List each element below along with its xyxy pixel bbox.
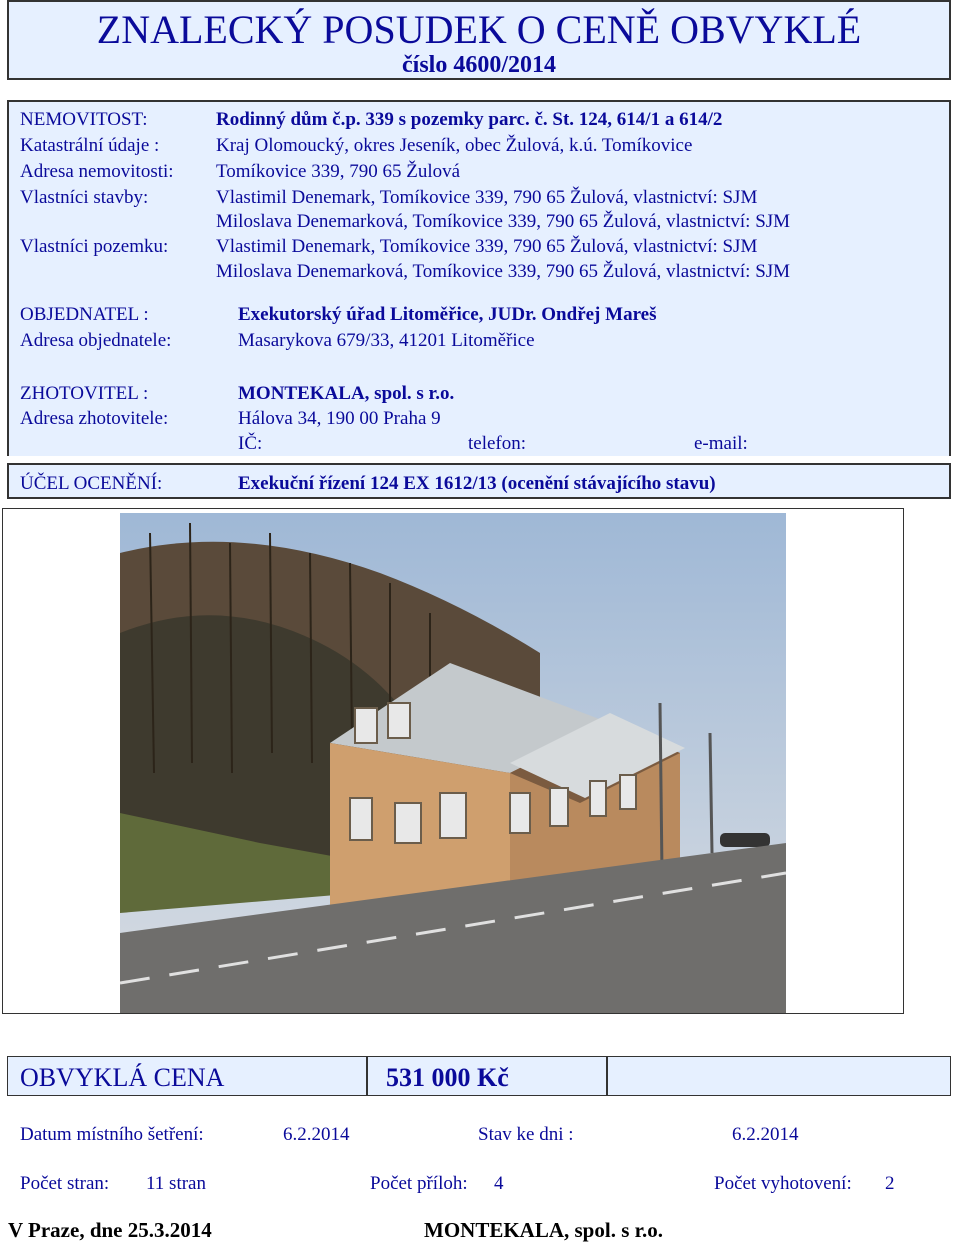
adresa-objednatele-value: Masarykova 679/33, 41201 Litoměřice <box>238 330 535 351</box>
telefon-label: telefon: <box>468 433 527 454</box>
email-label: e-mail: <box>694 433 748 454</box>
title-box <box>7 0 951 80</box>
house-photo-illustration <box>120 513 786 1013</box>
footer-company: MONTEKALA, spol. s r.o. <box>424 1218 664 1242</box>
setreni-value: 6.2.2014 <box>283 1124 350 1145</box>
vlastnik-stavby-1: Vlastimil Denemark, Tomíkovice 339, 790 65 Žulová, vlastnictví: SJM <box>216 187 758 208</box>
price-value: 531 000 Kč <box>386 1063 509 1092</box>
adresa-nemovitosti-label: Adresa nemovitosti: <box>20 161 174 182</box>
ic-label: IČ: <box>238 433 263 454</box>
katastr-value: Kraj Olomoucký, okres Jeseník, obec Žulová, k.ú. Tomíkovice <box>216 135 693 156</box>
zhotovitel-value: MONTEKALA, spol. s r.o. <box>238 383 455 404</box>
vlastnici-stavby-label: Vlastníci stavby: <box>20 187 149 208</box>
adresa-zhotovitele-value: Hálova 34, 190 00 Praha 9 <box>238 408 441 429</box>
priloh-value: 4 <box>494 1173 504 1194</box>
stav-value: 6.2.2014 <box>732 1124 799 1145</box>
document-number: číslo 4600/2014 <box>402 52 556 78</box>
vlastnik-pozemku-1: Vlastimil Denemark, Tomíkovice 339, 790 65 Žulová, vlastnictví: SJM <box>216 236 758 257</box>
house-photo <box>120 513 786 1013</box>
stran-value: 11 stran <box>146 1173 206 1194</box>
adresa-zhotovitele-label: Adresa zhotovitele: <box>20 408 169 429</box>
place-date: V Praze, dne 25.3.2014 <box>8 1218 212 1242</box>
zhotovitel-label: ZHOTOVITEL : <box>20 383 149 404</box>
objednatel-label: OBJEDNATEL : <box>20 304 149 325</box>
nemovitost-label: NEMOVITOST: <box>20 109 148 130</box>
stran-label: Počet stran: <box>20 1173 110 1194</box>
vlastnik-stavby-2: Miloslava Denemarková, Tomíkovice 339, 790 65 Žulová, vlastnictví: SJM <box>216 211 791 232</box>
price-empty-cell <box>607 1056 951 1096</box>
vyhotoveni-value: 2 <box>885 1173 895 1194</box>
stav-label: Stav ke dni : <box>478 1124 574 1145</box>
ucel-label: ÚČEL OCENĚNÍ: <box>20 473 163 494</box>
vyhotoveni-label: Počet vyhotovení: <box>714 1173 852 1194</box>
setreni-label: Datum místního šetření: <box>20 1124 204 1145</box>
adresa-objednatele-label: Adresa objednatele: <box>20 330 172 351</box>
ucel-value: Exekuční řízení 124 EX 1612/13 (ocenění stávajícího stavu) <box>238 473 716 494</box>
vlastnik-pozemku-2: Miloslava Denemarková, Tomíkovice 339, 790 65 Žulová, vlastnictví: SJM <box>216 261 791 282</box>
nemovitost-value: Rodinný dům č.p. 339 s pozemky parc. č. St. 124, 614/1 a 614/2 <box>216 109 723 130</box>
priloh-label: Počet příloh: <box>370 1173 468 1194</box>
document-title: ZNALECKÝ POSUDEK O CENĚ OBVYKLÉ <box>96 7 862 52</box>
adresa-nemovitosti-value: Tomíkovice 339, 790 65 Žulová <box>216 161 461 182</box>
katastr-label: Katastrální údaje : <box>20 135 160 156</box>
price-value-cell <box>367 1056 607 1096</box>
price-label-cell <box>7 1056 367 1096</box>
price-row <box>7 1056 951 1096</box>
price-label: OBVYKLÁ CENA <box>20 1063 225 1092</box>
vlastnici-pozemku-label: Vlastníci pozemku: <box>20 236 169 257</box>
objednatel-value: Exekutorský úřad Litoměřice, JUDr. Ondřej Mareš <box>238 304 657 325</box>
